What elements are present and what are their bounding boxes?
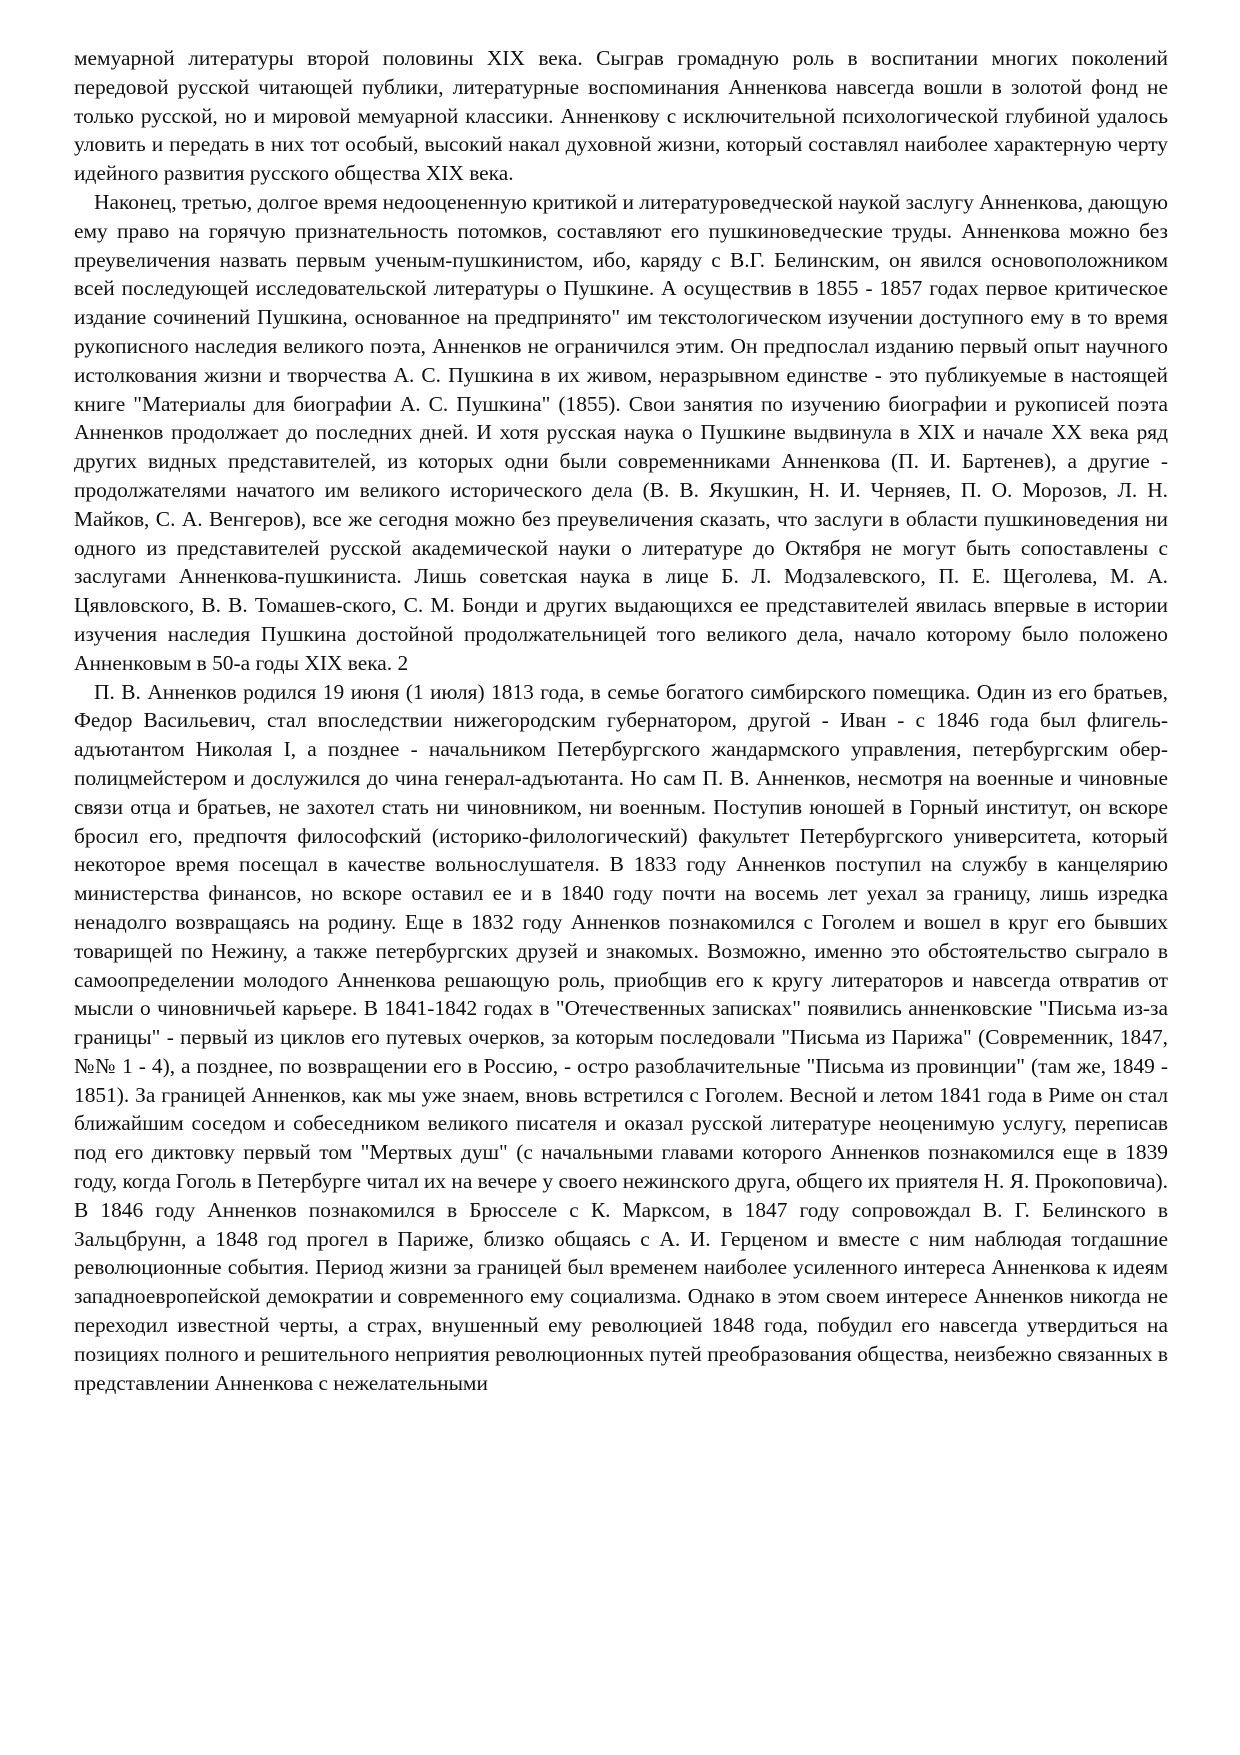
document-body: [74, 44, 1168, 1397]
paragraph-annenkov-biography: П. В. Анненков родился 19 июня (1 июля) 1813 года, в семье богатого симбирского помещика. Один из его братьев, Федор Васильевич, стал впоследствии нижегородским губернатором, другой - Иван - с 1846 года был флигель-адъютантом Николая I, а позднее - начальником Петербургского жандармского управления, петербургским обер-полицмейстером и дослужился до чина генерал-адъютанта. Но сам П. В. Анненков, несмотря на военные и чиновные связи отца и братьев, не захотел стать ни чиновником, ни военным. Поступив юношей в Горный институт, он вскоре бросил его, предпочтя философский (историко-филологический) факультет Петербургского университета, который некоторое время посещал в качестве вольнослушателя. В 1833 году Анненков поступил на службу в канцелярию министерства финансов, но вскоре оставил ее и в 1840 году почти на восемь лет уехал за границу, лишь изредка ненадолго возвращаясь на родину. Еще в 1832 году Анненков познакомился с Гоголем и вошел в круг его бывших товарищей по Нежину, а также петербургских друзей и знакомых. Возможно, именно это обстоятельство сыграло в самоопределении молодого Анненкова решающую роль, приобщив его к кругу литераторов и навсегда отвратив от мысли о чиновничьей карьере. В 1841-1842 годах в "Отечественных записках" появились анненковские "Письма из-за границы" - первый из циклов его путевых очерков, за которым последовали "Письма из Парижа" (Современник, 1847, №№ 1 - 4), а позднее, по возвращении его в Россию, - остро разоблачительные "Письма из провинции" (там же, 1849 - 1851). За границей Анненков, как мы уже знаем, вновь встретился с Гоголем. Весной и летом 1841 года в Риме он стал ближайшим соседом и собеседником великого писателя и оказал русской литературе неоценимую услугу, переписав под его диктовку первый том "Мертвых душ" (с начальными главами которого Анненков познакомился еще в 1839 году, когда Гоголь в Петербурге читал их на вечере у своего нежинского друга, общего их приятеля Н. Я. Прокоповича). В 1846 году Анненков познакомился в Брюсселе с К. Марксом, в 1847 году сопровождал В. Г. Белинского в Зальцбрунн, а 1848 год прогел в Париже, близко общаясь с А. И. Герценом и вместе с ним наблюдая тогдашние революционные события. Период жизни за границей был временем наиболее усиленного интереса Анненкова к идеям западноевропейской демократии и современного ему социализма. Однако в этом своем интересе Анненков никогда не переходил известной черты, а страх, внушенный ему революцией 1848 года, побудил его навсегда утвердиться на позициях полного и решительного неприятия революционных путей преобразования общества, неизбежно связанных в представлении Анненкова с нежелательными: [74, 679, 1168, 1395]
paragraph-memoir-literature: мемуарной литературы второй половины XIX века. Сыграв громадную роль в воспитании многих поколений передовой русской читающей публики, литературные воспоминания Анненкова навсегда вошли в золотой фонд не только русской, но и мировой мемуарной классики. Анненкову с исключительной психологической глубиной удалось уловить и передать в них тот особый, высокий накал духовной жизни, который составлял наиболее характерную черту идейного развития русского общества XIX века.: [74, 46, 1168, 186]
paragraph-pushkin-studies: Наконец, третью, долгое время недооцененную критикой и литературоведческой наукой заслугу Анненкова, дающую ему право на горячую признательность потомков, составляют его пушкиноведческие труды. Анненкова можно без преувеличения назвать первым ученым-пушкинистом, ибо, каряду с В.Г. Белинским, он явился основоположником всей последующей исследовательской литературы о Пушкине. А осуществив в 1855 - 1857 годах первое критическое издание сочинений Пушкина, основанное на предпринято" им текстологическом изучении доступного ему в то время рукописного наследия великого поэта, Анненков не ограничился этим. Он предпослал изданию первый опыт научного истолкования жизни и творчества А. С. Пушкина в их живом, неразрывном единстве - это публикуемые в настоящей книге "Материалы для биографии А. С. Пушкина" (1855). Свои занятия по изучению биографии и рукописей поэта Анненков продолжает до последних дней. И хотя русская наука о Пушкине выдвинула в XIX и начале XX века ряд других видных представителей, из которых одни были современниками Анненкова (П. И. Бартенев), а другие - продолжателями начатого им великого исторического дела (В. В. Якушкин, Н. И. Черняев, П. О. Морозов, Л. Н. Майков, С. А. Венгеров), все же сегодня можно без преувеличения сказать, что заслуги в области пушкиноведения ни одного из представителей русской академической науки о литературе до Октября не могут быть сопоставлены с заслугами Анненкова-пушкиниста. Лишь советская наука в лице Б. Л. Модзалевского, П. Е. Щеголева, М. А. Цявловского, В. В. Томашев-ского, С. М. Бонди и других выдающихся ее представителей явилась впервые в истории изучения наследия Пушкина достойной продолжательницей того великого дела, начало которому было положено Анненковым в 50-а годы XIX века. 2: [74, 189, 1168, 675]
